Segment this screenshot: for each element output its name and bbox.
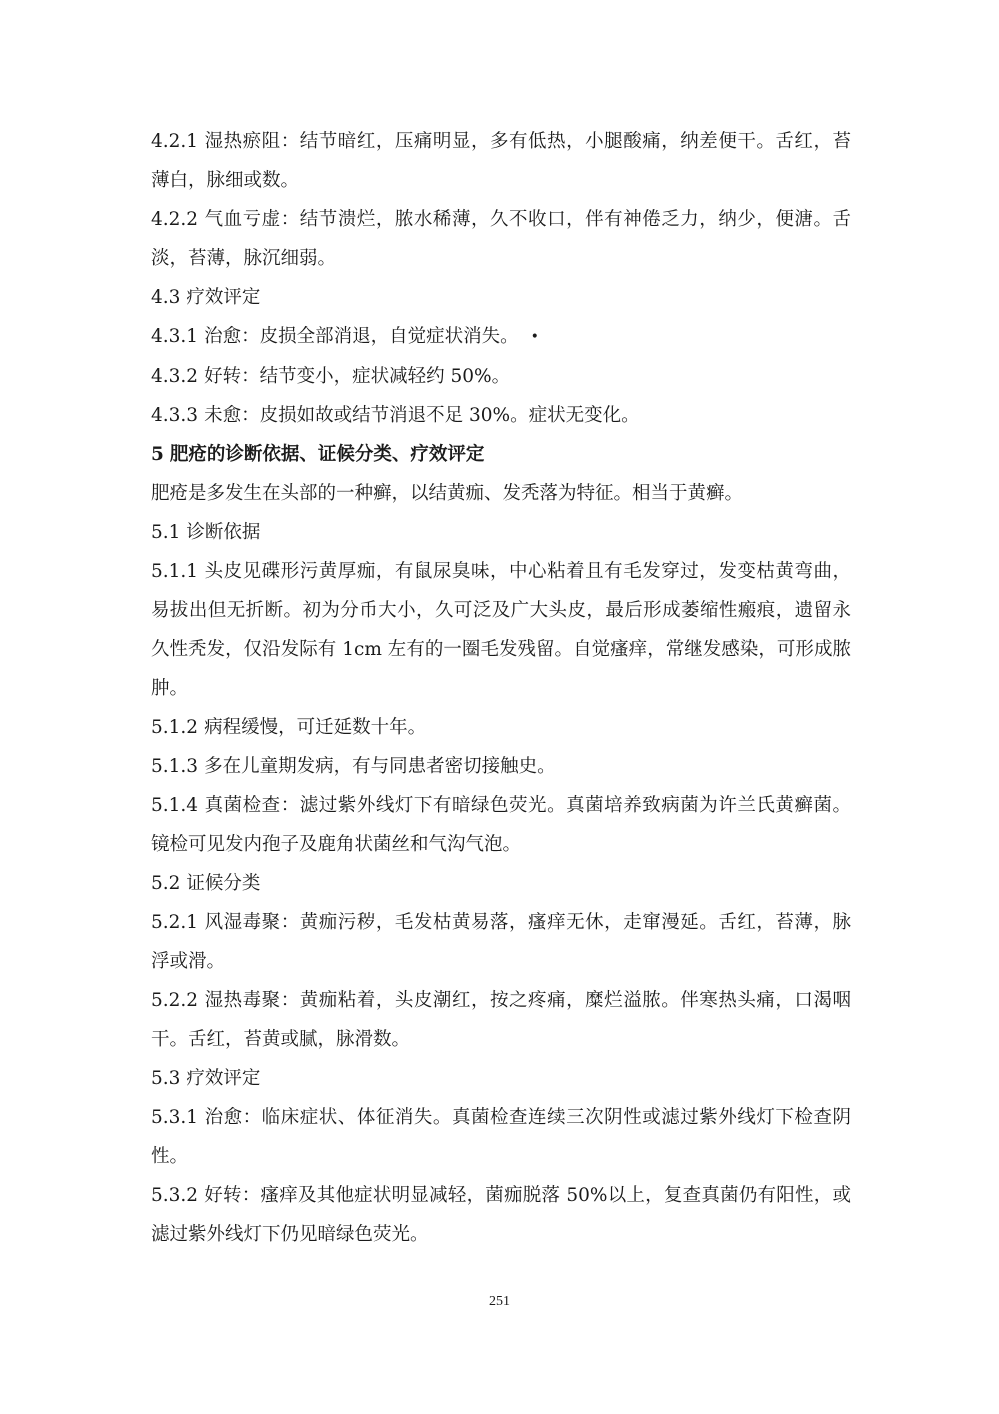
page-number: 251 (489, 1294, 510, 1309)
paragraph-5-1-4: 5.1.4 真菌检查：滤过紫外线灯下有暗绿色荧光。真菌培养致病菌为许兰氏黄癣菌。镜检可见发内孢子及鹿角状菌丝和气沟气泡。 (151, 794, 851, 855)
paragraph-5-2-1: 5.2.1 风湿毒聚：黄痂污秽，毛发枯黄易落，瘙痒无休，走窜漫延。舌红，苔薄，脉浮或滑。 (151, 911, 851, 972)
paragraph-intro-5: 肥疮是多发生在头部的一种癣，以结黄痂、发秃落为特征。相当于黄癣。 (151, 482, 744, 504)
stray-bullet-mark: • (530, 328, 539, 345)
paragraph-5-3-2: 5.3.2 好转：瘙痒及其他症状明显减轻，菌痂脱落 50%以上，复查真菌仍有阳性，或滤过紫外线灯下仍见暗绿色荧光。 (151, 1184, 851, 1245)
section-heading-5-3: 5.3 疗效评定 (151, 1067, 261, 1089)
paragraph-4-2-2: 4.2.2 气血亏虚：结节溃烂，脓水稀薄，久不收口，伴有神倦乏力，纳少，便溏。舌淡，苔薄，脉沉细弱。 (151, 209, 851, 269)
paragraph-4-2-1: 4.2.1 湿热瘀阻：结节暗红，压痛明显，多有低热，小腿酸痛，纳差便干。舌红，苔薄白，脉细或数。 (151, 131, 851, 191)
section-heading-4-3: 4.3 疗效评定 (151, 287, 261, 308)
paragraph-4-3-1: 4.3.1 治愈：皮损全部消退，自觉症状消失。 • (151, 317, 851, 357)
paragraph-4-3-3: 4.3.3 未愈：皮损如故或结节消退不足 30%。症状无变化。 (151, 404, 640, 426)
section-heading-5-2: 5.2 证候分类 (151, 872, 261, 894)
paragraph-4-3-2: 4.3.2 好转：结节变小，症状减轻约 50%。 (151, 365, 511, 387)
paragraph-5-1-2: 5.1.2 病程缓慢，可迁延数十年。 (151, 716, 427, 738)
paragraph-5-1-1: 5.1.1 头皮见碟形污黄厚痂，有鼠尿臭味，中心粘着且有毛发穿过，发变枯黄弯曲，易拔出但无折断。初为分币大小，久可泛及广大头皮，最后形成萎缩性瘢痕，遗留永久性秃发，仅沿发际有 1cm 左有的一圈毛发残留。自觉瘙痒，常继发感染，可形成脓肿。 (151, 560, 851, 699)
section-heading-5-1: 5.1 诊断依据 (151, 521, 261, 543)
paragraph-5-2-2: 5.2.2 湿热毒聚：黄痂粘着，头皮潮红，按之疼痛，糜烂溢脓。伴寒热头痛，口渴咽干。舌红，苔黄或腻，脉滑数。 (151, 989, 851, 1050)
paragraph-5-1-3: 5.1.3 多在儿童期发病，有与同患者密切接触史。 (151, 755, 556, 777)
page-body (151, 122, 851, 1254)
paragraph-5-3-1: 5.3.1 治愈：临床症状、体征消失。真菌检查连续三次阴性或滤过紫外线灯下检查阴性。 (151, 1106, 851, 1167)
chapter-heading-5: 5 肥疮的诊断依据、证候分类、疗效评定 (151, 443, 485, 465)
